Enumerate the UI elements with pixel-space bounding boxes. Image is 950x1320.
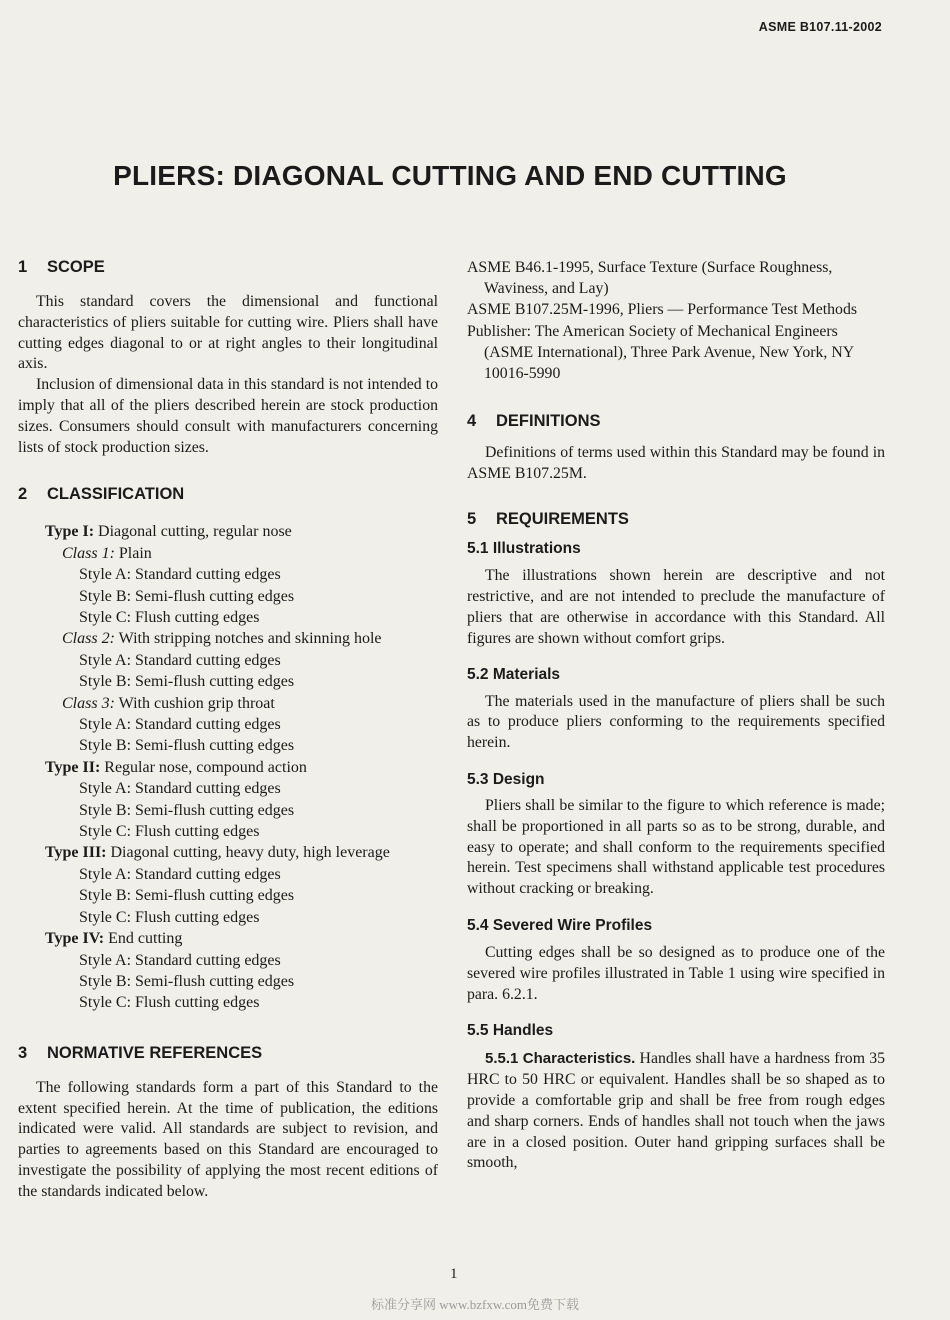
classification-text: Style B: Semi-flush cutting edges [79,673,295,691]
section-number: 5 [467,510,477,529]
section-title: NORMATIVE REFERENCES [47,1043,263,1062]
classification-text: Plain [114,544,152,562]
classification-text: Style B: Semi-flush cutting edges [79,972,295,990]
class-item [18,543,438,564]
design-paragraph: Pliers shall be similar to the figure to which reference is made; shall be proportioned in all parts so as to be strong, durable, and easy to operate; and shall conform to the requirements specified herein. Test specimens shall withstand applicable test procedures without cracking or breaking. [467,796,885,898]
section-requirements [467,510,885,1174]
classification-text: Style A: Standard cutting edges [79,780,281,798]
subsection-heading: 5.4 Severed Wire Profiles [467,916,653,934]
classification-text: Style C: Flush cutting edges [79,823,260,841]
style-item [18,671,438,692]
style-item [18,735,438,756]
class-item [18,628,438,649]
style-item [18,607,438,628]
style-item [18,885,438,906]
section-title: REQUIREMENTS [496,510,629,529]
section-number: 4 [467,411,477,430]
style-item [18,564,438,585]
section-normative-references [18,1044,438,1203]
severed-wire-paragraph: Cutting edges shall be so designed as to produce one of the severed wire profiles illustrated in Table 1 using wire specified in para. 6.2.1. [467,943,885,1003]
classification-text: With cushion grip throat [114,694,275,712]
definitions-paragraph: Definitions of terms used within this Standard may be found in ASME B107.25M. [467,443,885,482]
style-item [18,800,438,821]
classification-text: With stripping notches and skinning hole [114,630,382,648]
type-item [18,928,438,949]
classification-list [18,521,438,1013]
handles-text: Handles shall have a hardness from 35 HRC to 50 HRC or equivalent. Handles shall be so shaped as to provide a comfortable grip and shall be free from rough edges and sharp corners. Ends of handles shall not touch when the jaws are in a closed position. Outer hand gripping surfaces shall be smooth, [467,1050,885,1172]
section-number: 1 [18,258,28,276]
subsection-label: 5.5.1 Characteristics. [485,1050,636,1068]
classification-text: Style B: Semi-flush cutting edges [79,587,295,605]
illustrations-paragraph: The illustrations shown herein are descriptive and not restrictive, and are not intended to preclude the manufacture of pliers that are otherwise in accordance with this Standard. All figures are shown without comfort grips. [467,567,885,647]
classification-text: Style C: Flush cutting edges [79,994,260,1012]
subsection-heading: 5.2 Materials [467,665,561,683]
classification-text: Style C: Flush cutting edges [79,609,260,626]
subsection-heading: 5.3 Design [467,770,545,788]
classification-label: Type II: [45,758,101,776]
style-item [18,950,438,971]
classification-label: Type IV: [45,930,105,948]
page-title: PLIERS: DIAGONAL CUTTING AND END CUTTING [113,160,787,191]
left-column [18,258,438,1203]
section-number: 2 [18,485,28,504]
classification-label: Class 1: [62,544,115,562]
classification-text: Style A: Standard cutting edges [79,865,281,883]
classification-text: End cutting [104,930,183,948]
section-heading [18,485,438,509]
classification-text: Style A: Standard cutting edges [79,651,281,669]
style-item [18,992,438,1013]
section-definitions [467,412,885,485]
classification-text: Regular nose, compound action [100,758,307,776]
style-item [18,864,438,885]
classification-text: Diagonal cutting, heavy duty, high leverage [106,844,390,862]
section-heading [18,1044,438,1068]
classification-text: Style B: Semi-flush cutting edges [79,801,295,819]
scope-paragraph-2: Inclusion of dimensional data in this standard is not intended to imply that all of the pliers described herein are stock production sizes. Consumers should consult with manufacturers concerning lists of stock production sizes. [18,376,438,456]
style-item [18,714,438,735]
classification-text: Style C: Flush cutting edges [79,908,260,926]
section-number: 3 [18,1043,28,1062]
normative-paragraph: The following standards form a part of this Standard to the extent specified herein. At the time of publication, the editions indicated were valid. All standards are subject to revision, and parties to agreements based on this Standard are encouraged to investigate the possibility of applying the most recent editions of the standards indicated below. [18,1078,438,1200]
classification-text: Style A: Standard cutting edges [79,566,281,584]
reference-item: ASME B46.1-1995, Surface Texture (Surface Roughness, Waviness, and Lay) [467,259,833,297]
subsection-heading: 5.5 Handles [467,1022,554,1040]
page-number: 1 [450,1266,458,1282]
style-item [18,778,438,799]
footer-watermark-text: 标准分享网 www.bzfxw.com免费下载 [370,1297,580,1312]
section-title: CLASSIFICATION [47,485,185,504]
type-item [18,842,438,863]
style-item [18,907,438,928]
section-heading [18,258,438,282]
classification-text: Style A: Standard cutting edges [79,716,281,734]
style-item [18,586,438,607]
section-heading [467,412,885,436]
section-title: DEFINITIONS [496,411,601,430]
classification-label: Type III: [45,844,107,862]
section-scope [18,258,438,458]
classification-text: Style B: Semi-flush cutting edges [79,887,295,905]
subsection-heading: 5.1 Illustrations [467,540,581,558]
style-item [18,650,438,671]
reference-item: ASME B107.25M-1996, Pliers — Performance Test Methods [467,300,857,318]
handles-paragraph [467,1049,885,1174]
class-item [18,693,438,714]
type-item [18,757,438,778]
scope-paragraph-1: This standard covers the dimensional and functional characteristics of pliers suitable for cutting wire. Pliers shall have cutting edges diagonal to or at right angles to their longitudinal axis. [18,293,438,373]
right-column [467,258,885,1174]
section-classification [18,485,438,1013]
section-title: SCOPE [47,258,105,276]
reference-publisher: Publisher: The American Society of Mechanical Engineers (ASME International), Three Park Avenue, New York, NY 10016-5990 [467,323,854,382]
classification-label: Class 2: [62,630,115,648]
classification-text: Style A: Standard cutting edges [79,951,281,969]
style-item [18,821,438,842]
style-item [18,971,438,992]
classification-text: Diagonal cutting, regular nose [94,523,292,541]
materials-paragraph: The materials used in the manufacture of pliers shall be such as to produce pliers conforming to the requirements specified herein. [467,692,885,752]
classification-label: Class 3: [62,694,115,712]
type-item [18,521,438,542]
standard-designation: ASME B107.11-2002 [758,20,882,34]
section-heading [467,510,885,534]
classification-label: Type I: [45,523,95,541]
classification-text: Style B: Semi-flush cutting edges [79,737,295,755]
